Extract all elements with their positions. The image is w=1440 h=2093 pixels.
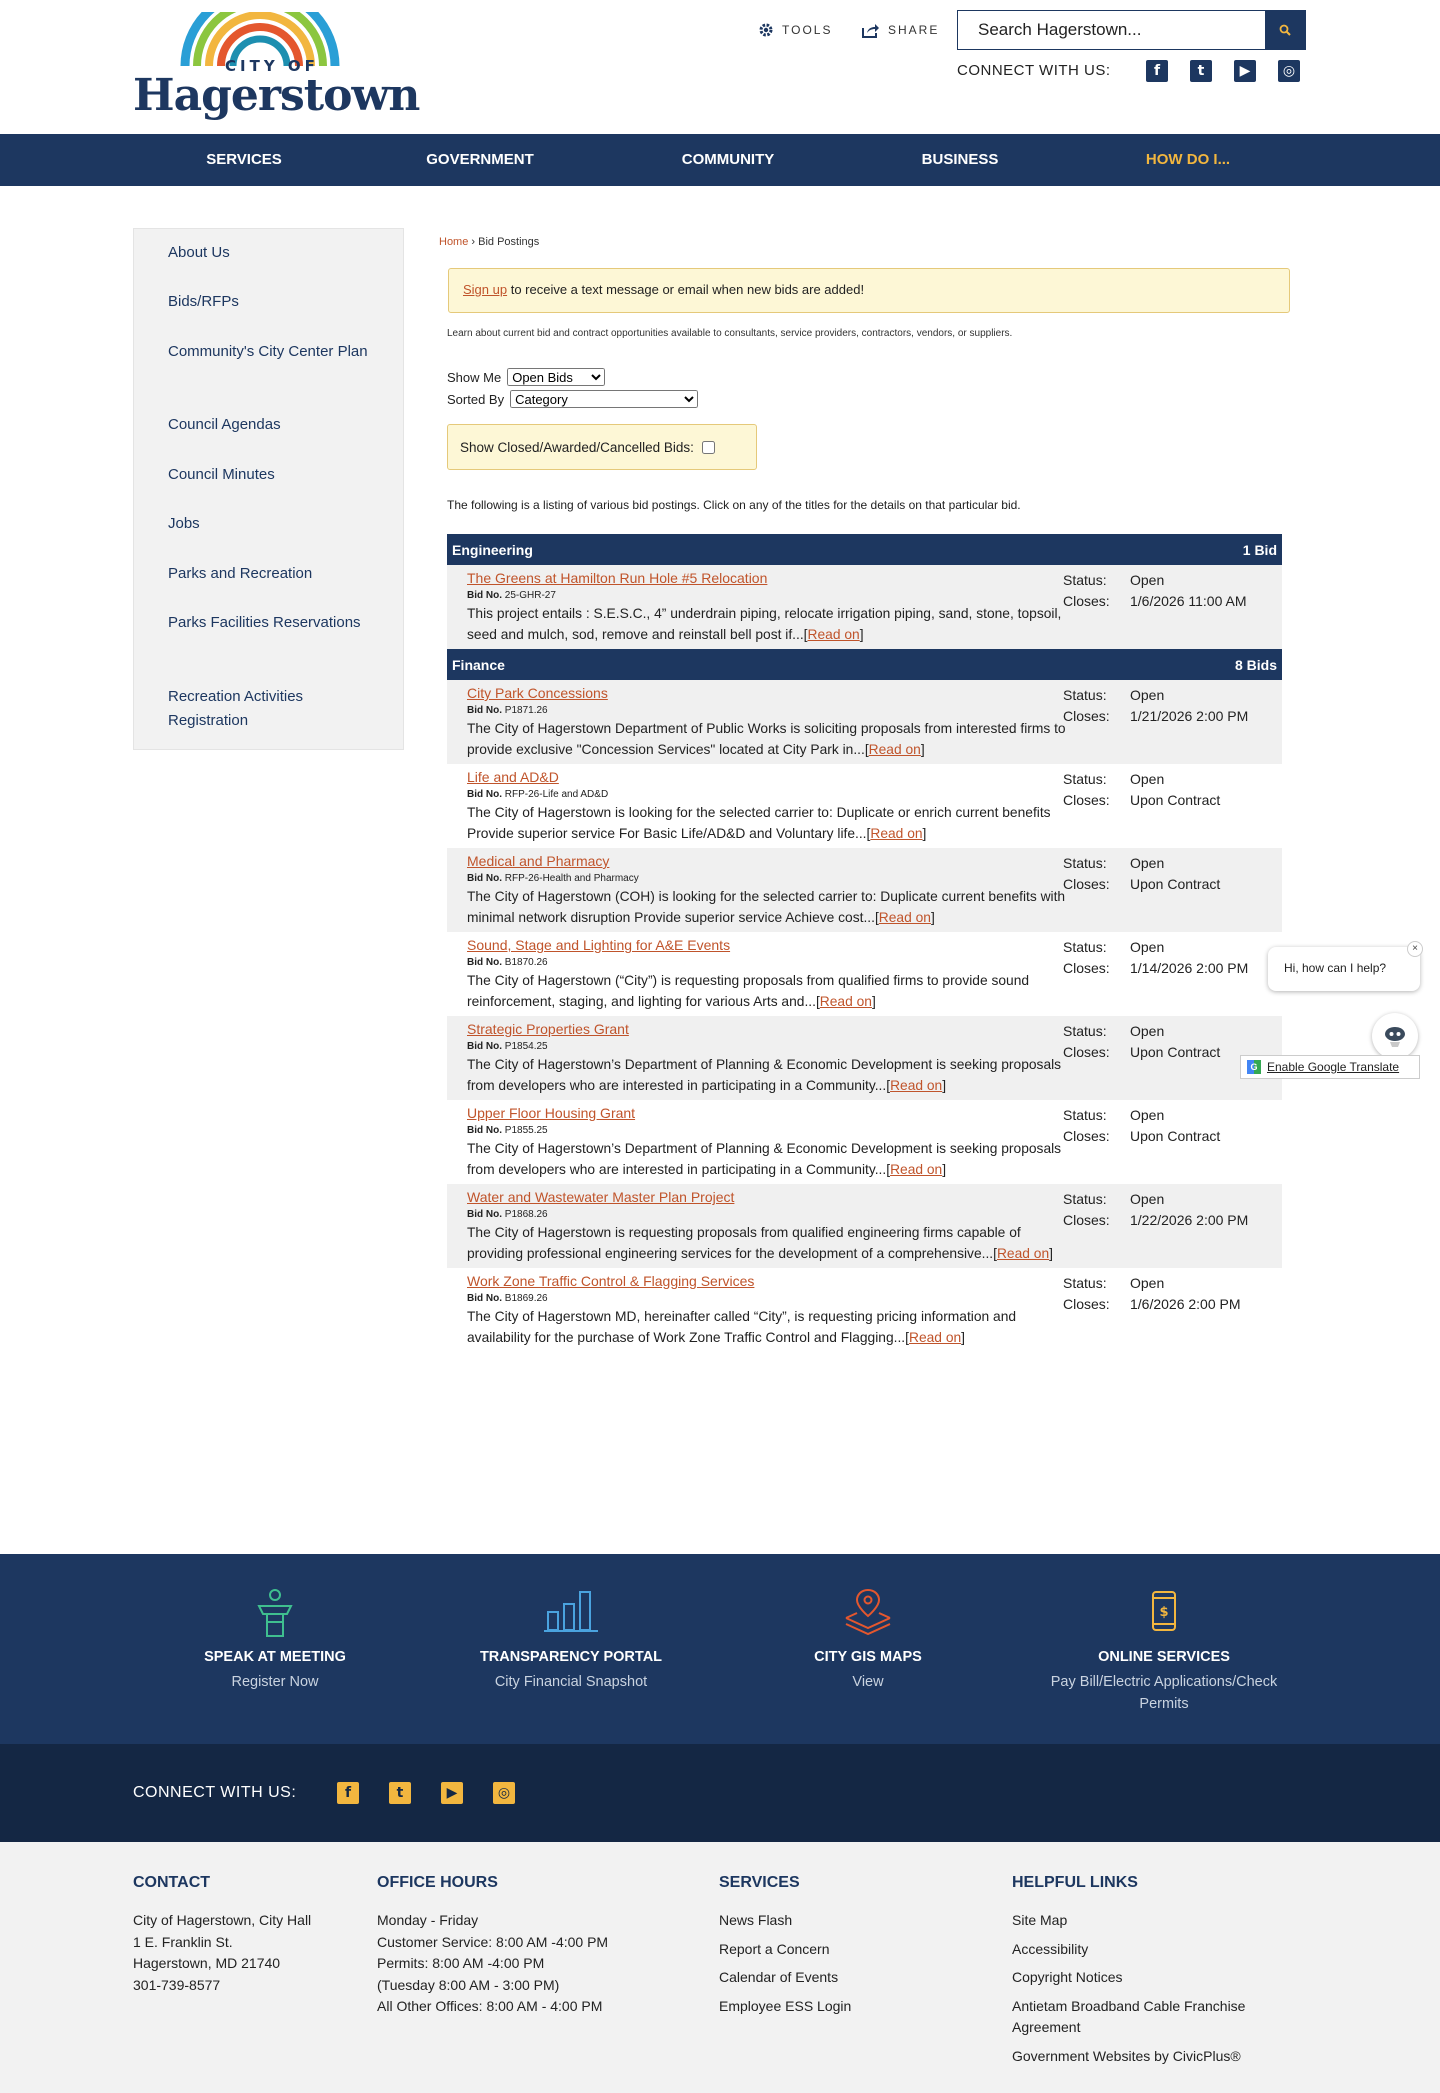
- show-closed-box: [447, 424, 757, 470]
- status-value: Open: [1130, 687, 1165, 703]
- intro-text: Learn about current bid and contract opportunities available to consultants, service providers, contractors, vendors, or suppliers.: [447, 328, 1013, 339]
- breadcrumb-home[interactable]: Home: [439, 236, 469, 248]
- bid-description: This project entails : S.E.S.C., 4” underdrain piping, relocate irrigation piping, sand, stone, topsoil, seed and mulch, sod, remove and reinstall bell post if...[Read on]: [467, 606, 1062, 642]
- bid-status-block: [1063, 937, 1248, 979]
- sidebar-item-about-us[interactable]: About Us: [168, 244, 230, 261]
- status-value: Open: [1130, 939, 1165, 955]
- bid-title-link[interactable]: Upper Floor Housing Grant: [467, 1105, 636, 1121]
- show-me-row: [447, 368, 605, 386]
- quick-links: [0, 1554, 1440, 1744]
- bid-number-value: P1855.25: [504, 1125, 548, 1136]
- quick-link-title: TRANSPARENCY PORTAL: [479, 1649, 663, 1665]
- city-logo[interactable]: [133, 12, 420, 122]
- bid-row: [447, 565, 1282, 649]
- read-on-link[interactable]: Read on: [868, 742, 921, 757]
- read-on-link[interactable]: Read on: [878, 910, 931, 925]
- bid-description-text: The City of Hagerstown (COH) is looking for the selected carrier to: Duplicate current benefits with minimal network disruption Provide superior service Achieve cost...: [467, 889, 1066, 925]
- footer-hours-title: OFFICE HOURS: [377, 1874, 498, 1891]
- nav-government[interactable]: GOVERNMENT: [426, 151, 534, 168]
- gear-icon: [758, 22, 774, 38]
- bid-number-label: Bid No.: [467, 1041, 502, 1052]
- footer-helpful-title: HELPFUL LINKS: [1012, 1874, 1138, 1891]
- sidebar-item-council-minutes[interactable]: Council Minutes: [168, 466, 275, 483]
- connect-label-bottom: CONNECT WITH US:: [133, 1784, 297, 1801]
- bid-row: [447, 932, 1282, 1016]
- footer-helpful-links: [1012, 1874, 1282, 2074]
- status-value: Open: [1130, 771, 1165, 787]
- bid-status-block: [1063, 769, 1220, 811]
- closes-label: Closes:: [1063, 1128, 1110, 1144]
- bid-row: [447, 848, 1282, 932]
- youtube-icon[interactable]: ▶: [441, 1782, 463, 1804]
- bid-row: [447, 1100, 1282, 1184]
- sorted-by-row: [447, 390, 698, 408]
- read-on-link[interactable]: Read on: [819, 994, 872, 1009]
- podium-icon: [255, 1588, 295, 1640]
- bid-description: The City of Hagerstown is requesting proposals from qualified engineering firms capable of providing professional engineering services for the development of a comprehensive...[Read on]: [467, 1225, 1053, 1261]
- bid-number-label: Bid No.: [467, 1125, 502, 1136]
- bid-title-link[interactable]: Water and Wastewater Master Plan Project: [467, 1189, 735, 1205]
- bid-number-value: P1871.26: [504, 705, 548, 716]
- status-label: Status:: [1063, 1107, 1107, 1123]
- breadcrumb-separator: ›: [468, 236, 479, 248]
- bid-title-link[interactable]: Medical and Pharmacy: [467, 853, 610, 869]
- read-on-link[interactable]: Read on: [890, 1078, 943, 1093]
- search-button[interactable]: [1265, 11, 1305, 49]
- bid-number-label: Bid No.: [467, 1293, 502, 1304]
- bid-description-text: The City of Hagerstown’s Department of Planning & Economic Development is seeking proposals from developers who are interested in participating in a Community...: [467, 1141, 1062, 1177]
- sorted-by-label: Sorted By: [447, 391, 505, 407]
- bid-status-block: [1063, 1021, 1220, 1063]
- quick-link-title: CITY GIS MAPS: [814, 1649, 922, 1665]
- read-on-link[interactable]: Read on: [909, 1330, 962, 1345]
- read-on-link[interactable]: Read on: [996, 1246, 1050, 1261]
- closes-label: Closes:: [1063, 792, 1110, 808]
- footer-services-title: SERVICES: [719, 1874, 800, 1891]
- bar-chart-icon: [544, 1588, 598, 1632]
- closes-value: Upon Contract: [1130, 876, 1221, 892]
- search-icon: [1279, 24, 1291, 36]
- instagram-icon[interactable]: ◎: [493, 1782, 515, 1804]
- closes-label: Closes:: [1063, 708, 1110, 724]
- quick-link-subtitle: View: [852, 1674, 884, 1690]
- footer-link-copyright[interactable]: Copyright Notices: [1012, 1969, 1123, 1985]
- bid-title-link[interactable]: Life and AD&D: [467, 769, 559, 785]
- bid-number-label: Bid No.: [467, 873, 502, 884]
- closes-value: 1/14/2026 2:00 PM: [1130, 960, 1249, 976]
- footer-hours-line: (Tuesday 8:00 AM - 3:00 PM): [377, 1976, 560, 1993]
- sidebar-item-city-center-plan[interactable]: Community's City Center Plan: [168, 343, 368, 360]
- social-links-top: [1146, 60, 1300, 82]
- closes-value: Upon Contract: [1130, 1044, 1221, 1060]
- category-header: [447, 534, 1282, 565]
- bid-number-value: 25-GHR-27: [504, 590, 556, 601]
- closes-label: Closes:: [1063, 1044, 1110, 1060]
- listing-text: The following is a listing of various bid postings. Click on any of the titles for the details on that particular bid.: [447, 498, 1021, 512]
- youtube-icon[interactable]: ▶: [1234, 60, 1256, 82]
- footer-hours-line: Customer Service: 8:00 AM -4:00 PM: [377, 1933, 609, 1950]
- google-translate-icon: G: [1247, 1060, 1261, 1074]
- google-translate-button[interactable]: [1240, 1055, 1420, 1079]
- show-me-select[interactable]: [507, 368, 605, 386]
- status-label: Status:: [1063, 1191, 1107, 1207]
- sidebar-item-recreation-registration[interactable]: Recreation Activities Registration: [168, 688, 304, 729]
- bid-status-block: [1063, 570, 1247, 612]
- footer-hours-line: Permits: 8:00 AM -4:00 PM: [377, 1955, 545, 1971]
- bid-number-label: Bid No.: [467, 789, 502, 800]
- bid-row: [447, 1184, 1282, 1268]
- bid-title-link[interactable]: City Park Concessions: [467, 685, 608, 701]
- bid-status-block: [1063, 1273, 1241, 1315]
- phone-dollar-icon: [1149, 1588, 1179, 1634]
- bid-number-value: B1870.26: [504, 957, 548, 968]
- closes-value: 1/6/2026 11:00 AM: [1130, 593, 1247, 609]
- footer-link-ess-login[interactable]: Employee ESS Login: [719, 1997, 852, 2014]
- bid-description: The City of Hagerstown (“City”) is requesting proposals from qualified firms to provide sound reinforcement, staging, and lighting for various Arts and...[Read on]: [467, 973, 1030, 1009]
- quick-link-title: SPEAK AT MEETING: [204, 1649, 346, 1665]
- bid-description: The City of Hagerstown’s Department of Planning & Economic Development is seeking proposals from developers who are interested in participating in a Community...[Read on]: [467, 1057, 1062, 1093]
- bid-status-block: [1063, 1189, 1248, 1231]
- signup-text: to receive a text message or email when new bids are added!: [507, 282, 865, 297]
- bid-description: The City of Hagerstown MD, hereinafter called “City”, is requesting pricing information and availability for the purchase of Work Zone Traffic Control and Flagging...[Read on]: [467, 1309, 1017, 1345]
- footer-link-cable-franchise[interactable]: Antietam Broadband Cable Franchise Agreement: [1012, 1997, 1246, 2035]
- status-value: Open: [1130, 855, 1165, 871]
- show-closed-checkbox[interactable]: [702, 441, 715, 454]
- tools-label: TOOLS: [782, 23, 833, 37]
- quick-link-title: ONLINE SERVICES: [1098, 1649, 1230, 1665]
- status-value: Open: [1130, 1191, 1165, 1207]
- status-label: Status:: [1063, 1275, 1107, 1291]
- main-content: [0, 186, 1440, 1554]
- bid-status-block: [1063, 853, 1220, 895]
- nav-community[interactable]: COMMUNITY: [681, 151, 775, 168]
- category-name: Engineering: [452, 541, 533, 558]
- closes-label: Closes:: [1063, 876, 1110, 892]
- twitter-icon[interactable]: t: [1190, 60, 1212, 82]
- bid-title-link[interactable]: The Greens at Hamilton Run Hole #5 Relocation: [467, 570, 768, 586]
- signup-notice: [448, 268, 1290, 313]
- status-label: Status:: [1063, 771, 1107, 787]
- status-value: Open: [1130, 1275, 1165, 1291]
- footer-contact-line: City of Hagerstown, City Hall: [133, 1912, 312, 1928]
- footer-hours-line: All Other Offices: 8:00 AM - 4:00 PM: [377, 1998, 603, 2014]
- sidebar-item-jobs[interactable]: Jobs: [168, 515, 200, 532]
- show-closed-label: Show Closed/Awarded/Cancelled Bids:: [460, 439, 694, 455]
- footer-link-news-flash[interactable]: News Flash: [719, 1912, 793, 1928]
- bid-table: [447, 534, 1282, 1352]
- read-on-link[interactable]: Read on: [807, 627, 860, 642]
- map-pin-layers-icon: [843, 1588, 893, 1638]
- bid-row: [447, 1268, 1282, 1352]
- bid-status-block: [1063, 1105, 1220, 1147]
- share-button[interactable]: [862, 22, 939, 38]
- tools-button[interactable]: [758, 22, 832, 38]
- quick-link-subtitle: Register Now: [231, 1674, 319, 1690]
- bid-description: The City of Hagerstown Department of Public Works is soliciting proposals from interested firms to provide exclusive "Concession Services" located at City Park in...[Read on]: [467, 721, 1066, 757]
- category-count: 8 Bids: [1234, 656, 1277, 673]
- status-label: Status:: [1063, 1023, 1107, 1039]
- closes-value: Upon Contract: [1130, 1128, 1221, 1144]
- footer-link-civicplus[interactable]: Government Websites by CivicPlus®: [1012, 2047, 1241, 2064]
- main-nav: [0, 134, 1440, 186]
- category-header: [447, 649, 1282, 680]
- footer-hours-line: Monday - Friday: [377, 1912, 479, 1928]
- footer-link-calendar[interactable]: Calendar of Events: [719, 1969, 839, 1985]
- bid-number-value: B1869.26: [504, 1293, 548, 1304]
- bid-row: [447, 764, 1282, 848]
- show-me-label: Show Me: [447, 369, 502, 385]
- bid-number-label: Bid No.: [467, 705, 502, 716]
- bid-description-text: The City of Hagerstown is requesting proposals from qualified engineering firms capable of providing professional engineering services for the development of a comprehensive...: [467, 1225, 1021, 1261]
- instagram-icon[interactable]: ◎: [1278, 60, 1300, 82]
- sidebar-item-parks-reservations[interactable]: Parks Facilities Reservations: [168, 614, 361, 631]
- footer-contact-line: 1 E. Franklin St.: [133, 1933, 233, 1950]
- closes-value: 1/6/2026 2:00 PM: [1130, 1296, 1241, 1312]
- connect-label-top: CONNECT WITH US:: [957, 62, 1111, 79]
- bid-number-label: Bid No.: [467, 590, 502, 601]
- closes-label: Closes:: [1063, 1212, 1110, 1228]
- bid-title-link[interactable]: Strategic Properties Grant: [467, 1021, 629, 1037]
- category-name: Finance: [452, 656, 505, 673]
- signup-link[interactable]: Sign up: [463, 282, 508, 297]
- bid-number-value: P1868.26: [504, 1209, 548, 1220]
- closes-value: 1/22/2026 2:00 PM: [1130, 1212, 1249, 1228]
- svg-text:$: $: [1159, 1605, 1169, 1620]
- status-label: Status:: [1063, 855, 1107, 871]
- footer-contact-line: Hagerstown, MD 21740: [133, 1955, 281, 1971]
- bid-description-text: The City of Hagerstown MD, hereinafter called “City”, is requesting pricing information and availability for the purchase of Work Zone Traffic Control and Flagging...: [467, 1309, 1017, 1345]
- bid-number-value: P1854.25: [504, 1041, 548, 1052]
- read-on-link[interactable]: Read on: [870, 826, 923, 841]
- closes-value: 1/21/2026 2:00 PM: [1130, 708, 1249, 724]
- social-links-bottom: [337, 1782, 515, 1804]
- quick-link-subtitle: City Financial Snapshot: [494, 1674, 648, 1690]
- bid-description-text: The City of Hagerstown (“City”) is requesting proposals from qualified firms to provide sound reinforcement, staging, and lighting for various Arts and...: [467, 973, 1030, 1009]
- bid-number-label: Bid No.: [467, 1209, 502, 1220]
- bid-description-text: The City of Hagerstown’s Department of Planning & Economic Development is seeking proposals from developers who are interested in participating in a Community...: [467, 1057, 1062, 1093]
- sidebar-item-council-agendas[interactable]: Council Agendas: [168, 416, 281, 433]
- bid-title-link[interactable]: Work Zone Traffic Control & Flagging Services: [467, 1273, 755, 1289]
- breadcrumb: [439, 236, 539, 248]
- footer-office-hours: [377, 1874, 608, 2018]
- share-icon: [862, 22, 880, 38]
- nav-how-do-i[interactable]: HOW DO I...: [1145, 151, 1231, 168]
- status-value: Open: [1130, 1107, 1165, 1123]
- bid-title-link[interactable]: Sound, Stage and Lighting for A&E Events: [467, 937, 731, 953]
- closes-label: Closes:: [1063, 1296, 1110, 1312]
- category-count: 1 Bid: [1242, 541, 1277, 558]
- bid-description-text: This project entails : S.E.S.C., 4” underdrain piping, relocate irrigation piping, sand, stone, topsoil, seed and mulch, sod, remove and reinstall bell post if...: [467, 606, 1062, 642]
- nav-business[interactable]: BUSINESS: [921, 151, 999, 168]
- footer-contact-title: CONTACT: [133, 1874, 211, 1891]
- status-value: Open: [1130, 572, 1165, 588]
- twitter-icon[interactable]: t: [389, 1782, 411, 1804]
- quick-link-subtitle: Pay Bill/Electric Applications/Check Permits: [1050, 1674, 1278, 1712]
- bid-number-value: RFP-26-Life and AD&D: [504, 789, 609, 800]
- status-label: Status:: [1063, 687, 1107, 703]
- facebook-icon[interactable]: f: [1146, 60, 1168, 82]
- read-on-link[interactable]: Read on: [890, 1162, 943, 1177]
- site-header: [0, 0, 1440, 134]
- search-box: [957, 10, 1306, 50]
- status-label: Status:: [1063, 572, 1107, 588]
- chat-close-button[interactable]: ×: [1407, 941, 1423, 957]
- footer-link-site-map[interactable]: Site Map: [1012, 1912, 1068, 1928]
- bid-number-label: Bid No.: [467, 957, 502, 968]
- sidebar: [133, 228, 404, 750]
- bid-status-block: [1063, 685, 1248, 727]
- robot-icon: [1382, 1023, 1408, 1049]
- status-label: Status:: [1063, 939, 1107, 955]
- sidebar-item-parks-recreation[interactable]: Parks and Recreation: [168, 565, 313, 582]
- bid-description: The City of Hagerstown is looking for the selected carrier to: Duplicate or enrich current benefits Provide superior service For Basic Life/AD&D and Voluntary life...[Read on]: [467, 805, 1051, 841]
- bid-description-text: The City of Hagerstown Department of Public Works is soliciting proposals from interested firms to provide exclusive "Concession Services" located at City Park in...: [467, 721, 1066, 757]
- logo-city-of: CITY OF: [225, 57, 319, 75]
- bid-number-value: RFP-26-Health and Pharmacy: [504, 873, 639, 884]
- bid-row: [447, 1016, 1282, 1100]
- bid-row: [447, 680, 1282, 764]
- closes-value: Upon Contract: [1130, 792, 1221, 808]
- footer-link-accessibility[interactable]: Accessibility: [1012, 1940, 1089, 1957]
- bid-description: The City of Hagerstown (COH) is looking for the selected carrier to: Duplicate current benefits with minimal network disruption Provide superior service Achieve cost...[Read on]: [467, 889, 1066, 925]
- chat-bubble[interactable]: Hi, how can I help?: [1268, 947, 1420, 991]
- google-translate-label: Enable Google Translate: [1267, 1060, 1400, 1074]
- logo-city-name: Hagerstown: [133, 70, 420, 121]
- share-label: SHARE: [888, 23, 940, 37]
- chatbot-avatar[interactable]: [1372, 1013, 1418, 1059]
- footer-contact-phone[interactable]: 301-739-8577: [133, 1976, 221, 1993]
- closes-label: Closes:: [1063, 960, 1110, 976]
- breadcrumb-current: Bid Postings: [478, 236, 540, 248]
- facebook-icon[interactable]: f: [337, 1782, 359, 1804]
- search-input[interactable]: [958, 11, 1265, 49]
- sorted-by-select[interactable]: [510, 390, 698, 408]
- bid-description-text: The City of Hagerstown is looking for the selected carrier to: Duplicate or enrich current benefits Provide superior service For Basic Life/AD&D and Voluntary life...: [467, 805, 1051, 841]
- footer-link-report-concern[interactable]: Report a Concern: [719, 1940, 830, 1957]
- footer-contact: [133, 1874, 311, 1996]
- site-footer: [0, 1842, 1440, 2093]
- nav-services[interactable]: SERVICES: [206, 151, 282, 168]
- closes-label: Closes:: [1063, 593, 1110, 609]
- bid-description: The City of Hagerstown’s Department of Planning & Economic Development is seeking proposals from developers who are interested in participating in a Community...[Read on]: [467, 1141, 1062, 1177]
- sidebar-item-bids-rfps[interactable]: Bids/RFPs: [168, 293, 239, 310]
- status-value: Open: [1130, 1023, 1165, 1039]
- footer-services: [719, 1874, 851, 2024]
- connect-bar: [0, 1744, 1440, 1842]
